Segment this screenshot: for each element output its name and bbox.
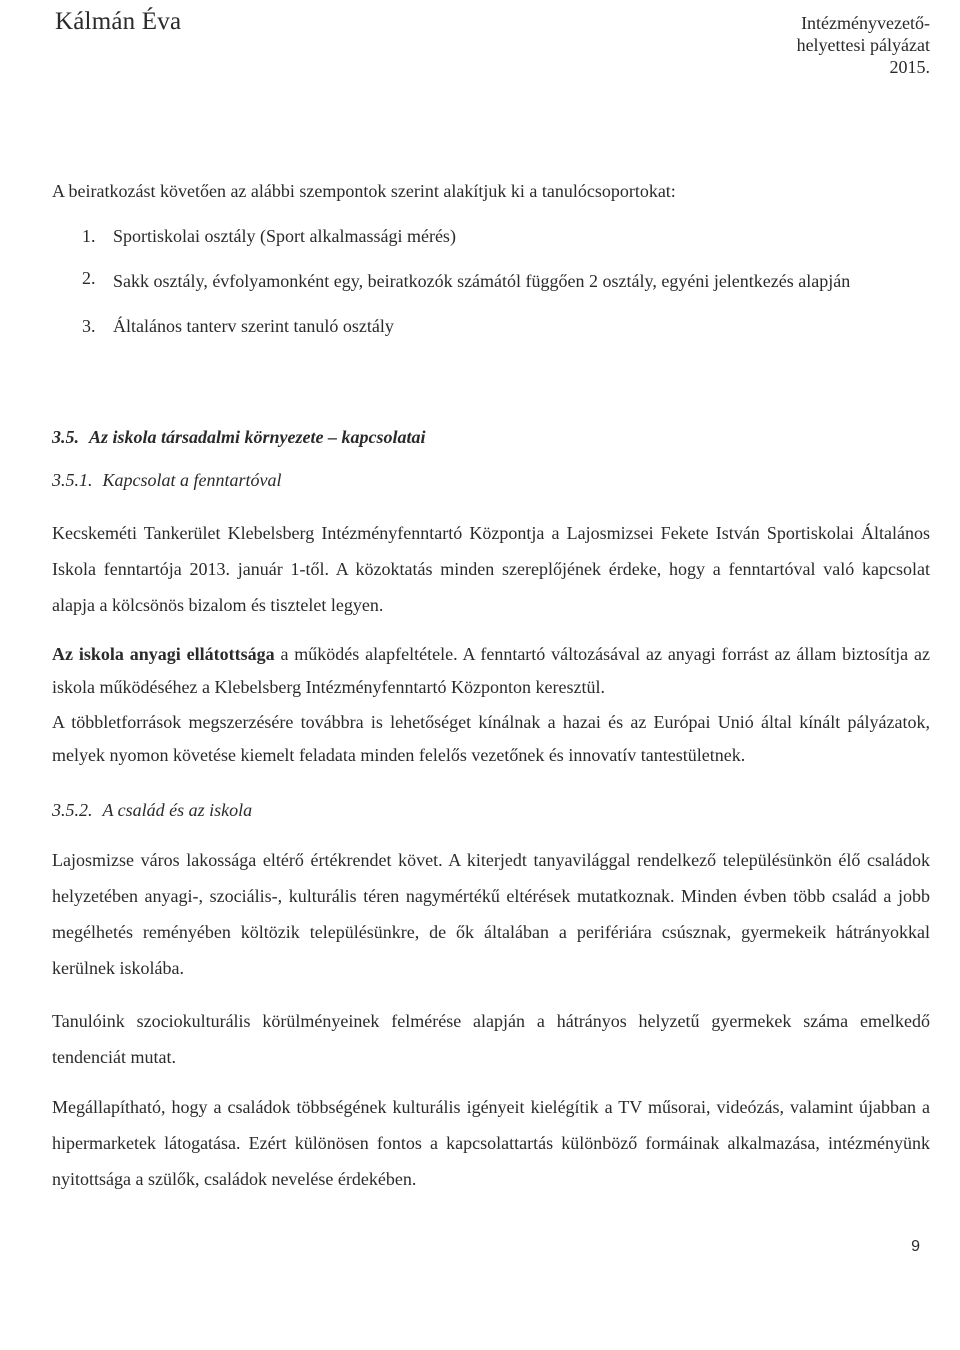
list-item-text: Általános tanterv szerint tanuló osztály [113, 316, 394, 336]
class-group-list [82, 224, 932, 338]
document-type-line-1: Intézményvezető- [801, 13, 930, 33]
list-item [82, 224, 932, 248]
paragraph-maintainer: Kecskeméti Tankerület Klebelsberg Intézményfenntartó Központja a Lajosmizsei Fekete István Sportiskolai Általános Iskola fenntartója 2013. január 1-től. A közoktatás minden szereplőjének érdeke, hogy a fenntartóval való kapcsolat alapja a kölcsönös bizalom és tisztelet legyen. [52, 523, 930, 615]
section-title: A család és az iskola [102, 800, 253, 820]
author-name: Kálmán Éva [55, 8, 182, 35]
bold-lead: Az iskola anyagi ellátottsága [52, 644, 275, 664]
document-type-line-2: helyettesi pályázat [796, 35, 930, 55]
list-item-text: Sportiskolai osztály (Sport alkalmassági mérés) [113, 226, 456, 246]
intro-sentence: A beiratkozást követően az alábbi szempontok szerint alakítjuk ki a tanulócsoportokat: [52, 181, 676, 201]
paragraph-students: Tanulóink szociokulturális körülményeinek felmérése alapján a hátrányos helyzetű gyermekek száma emelkedő tendenciát mutat. [52, 1011, 930, 1067]
section-heading-3-5-2 [52, 797, 930, 823]
paragraph-extra-resources: A többletforrások megszerzésére továbbra is lehetőséget kínálnak a hazai és az Európai Unió által kínált pályázatok, melyek nyomon követése kiemelt feladata minden felelős vezetőnek és innovatív tantestületnek. [52, 712, 930, 765]
paragraph-funding [52, 638, 930, 704]
section-heading-3-5 [52, 424, 930, 450]
paragraph-families: Megállapítható, hogy a családok többségének kulturális igényeit kielégítik a TV műsorai, videózás, valamint újabban a hipermarketek látogatása. Ezért különösen fontos a kapcsolattartás különböző formáinak alkalmazása, intézményünk nyitottsága a szülők, családok nevelése érdekében. [52, 1097, 930, 1189]
section-number: 3.5. [52, 427, 79, 447]
section-number: 3.5.1. [52, 470, 93, 490]
list-item [82, 314, 932, 338]
section-number: 3.5.2. [52, 800, 93, 820]
list-item-number: 1. [82, 226, 96, 246]
list-item-number: 3. [82, 316, 96, 336]
paragraph-rest: a működés alapfeltétele. A fenntartó változásával az anyagi forrást az állam biztosítja az iskola működéséhez a Klebelsberg Intézményfenntartó Központon keresztül. [52, 644, 931, 697]
document-year: 2015. [889, 57, 930, 77]
list-item-text: Sakk osztály, évfolyamonként egy, beiratkozók számától függően 2 osztály, egyéni jelentkezés alapján [113, 271, 851, 291]
section-heading-3-5-1 [52, 467, 930, 493]
document-type [730, 12, 930, 78]
page-number: 9 [911, 1238, 920, 1255]
list-item-number: 2. [82, 268, 96, 288]
paragraph-town-population: Lajosmizse város lakossága eltérő értékrendet követ. A kiterjedt tanyavilággal rendelkező településünkön élő családok helyzetében anyagi-, szociális-, kulturális téren nagymértékű eltérések mutatkoznak. Minden évben több család a jobb megélhetés reményében költözik településünkre, de ők általában a perifériára csúsznak, gyermekeik hátrányokkal kerülnek iskolába. [52, 850, 930, 978]
list-item [82, 266, 932, 296]
section-title: Kapcsolat a fenntartóval [102, 470, 282, 490]
section-title: Az iskola társadalmi környezete – kapcsolatai [89, 427, 426, 447]
